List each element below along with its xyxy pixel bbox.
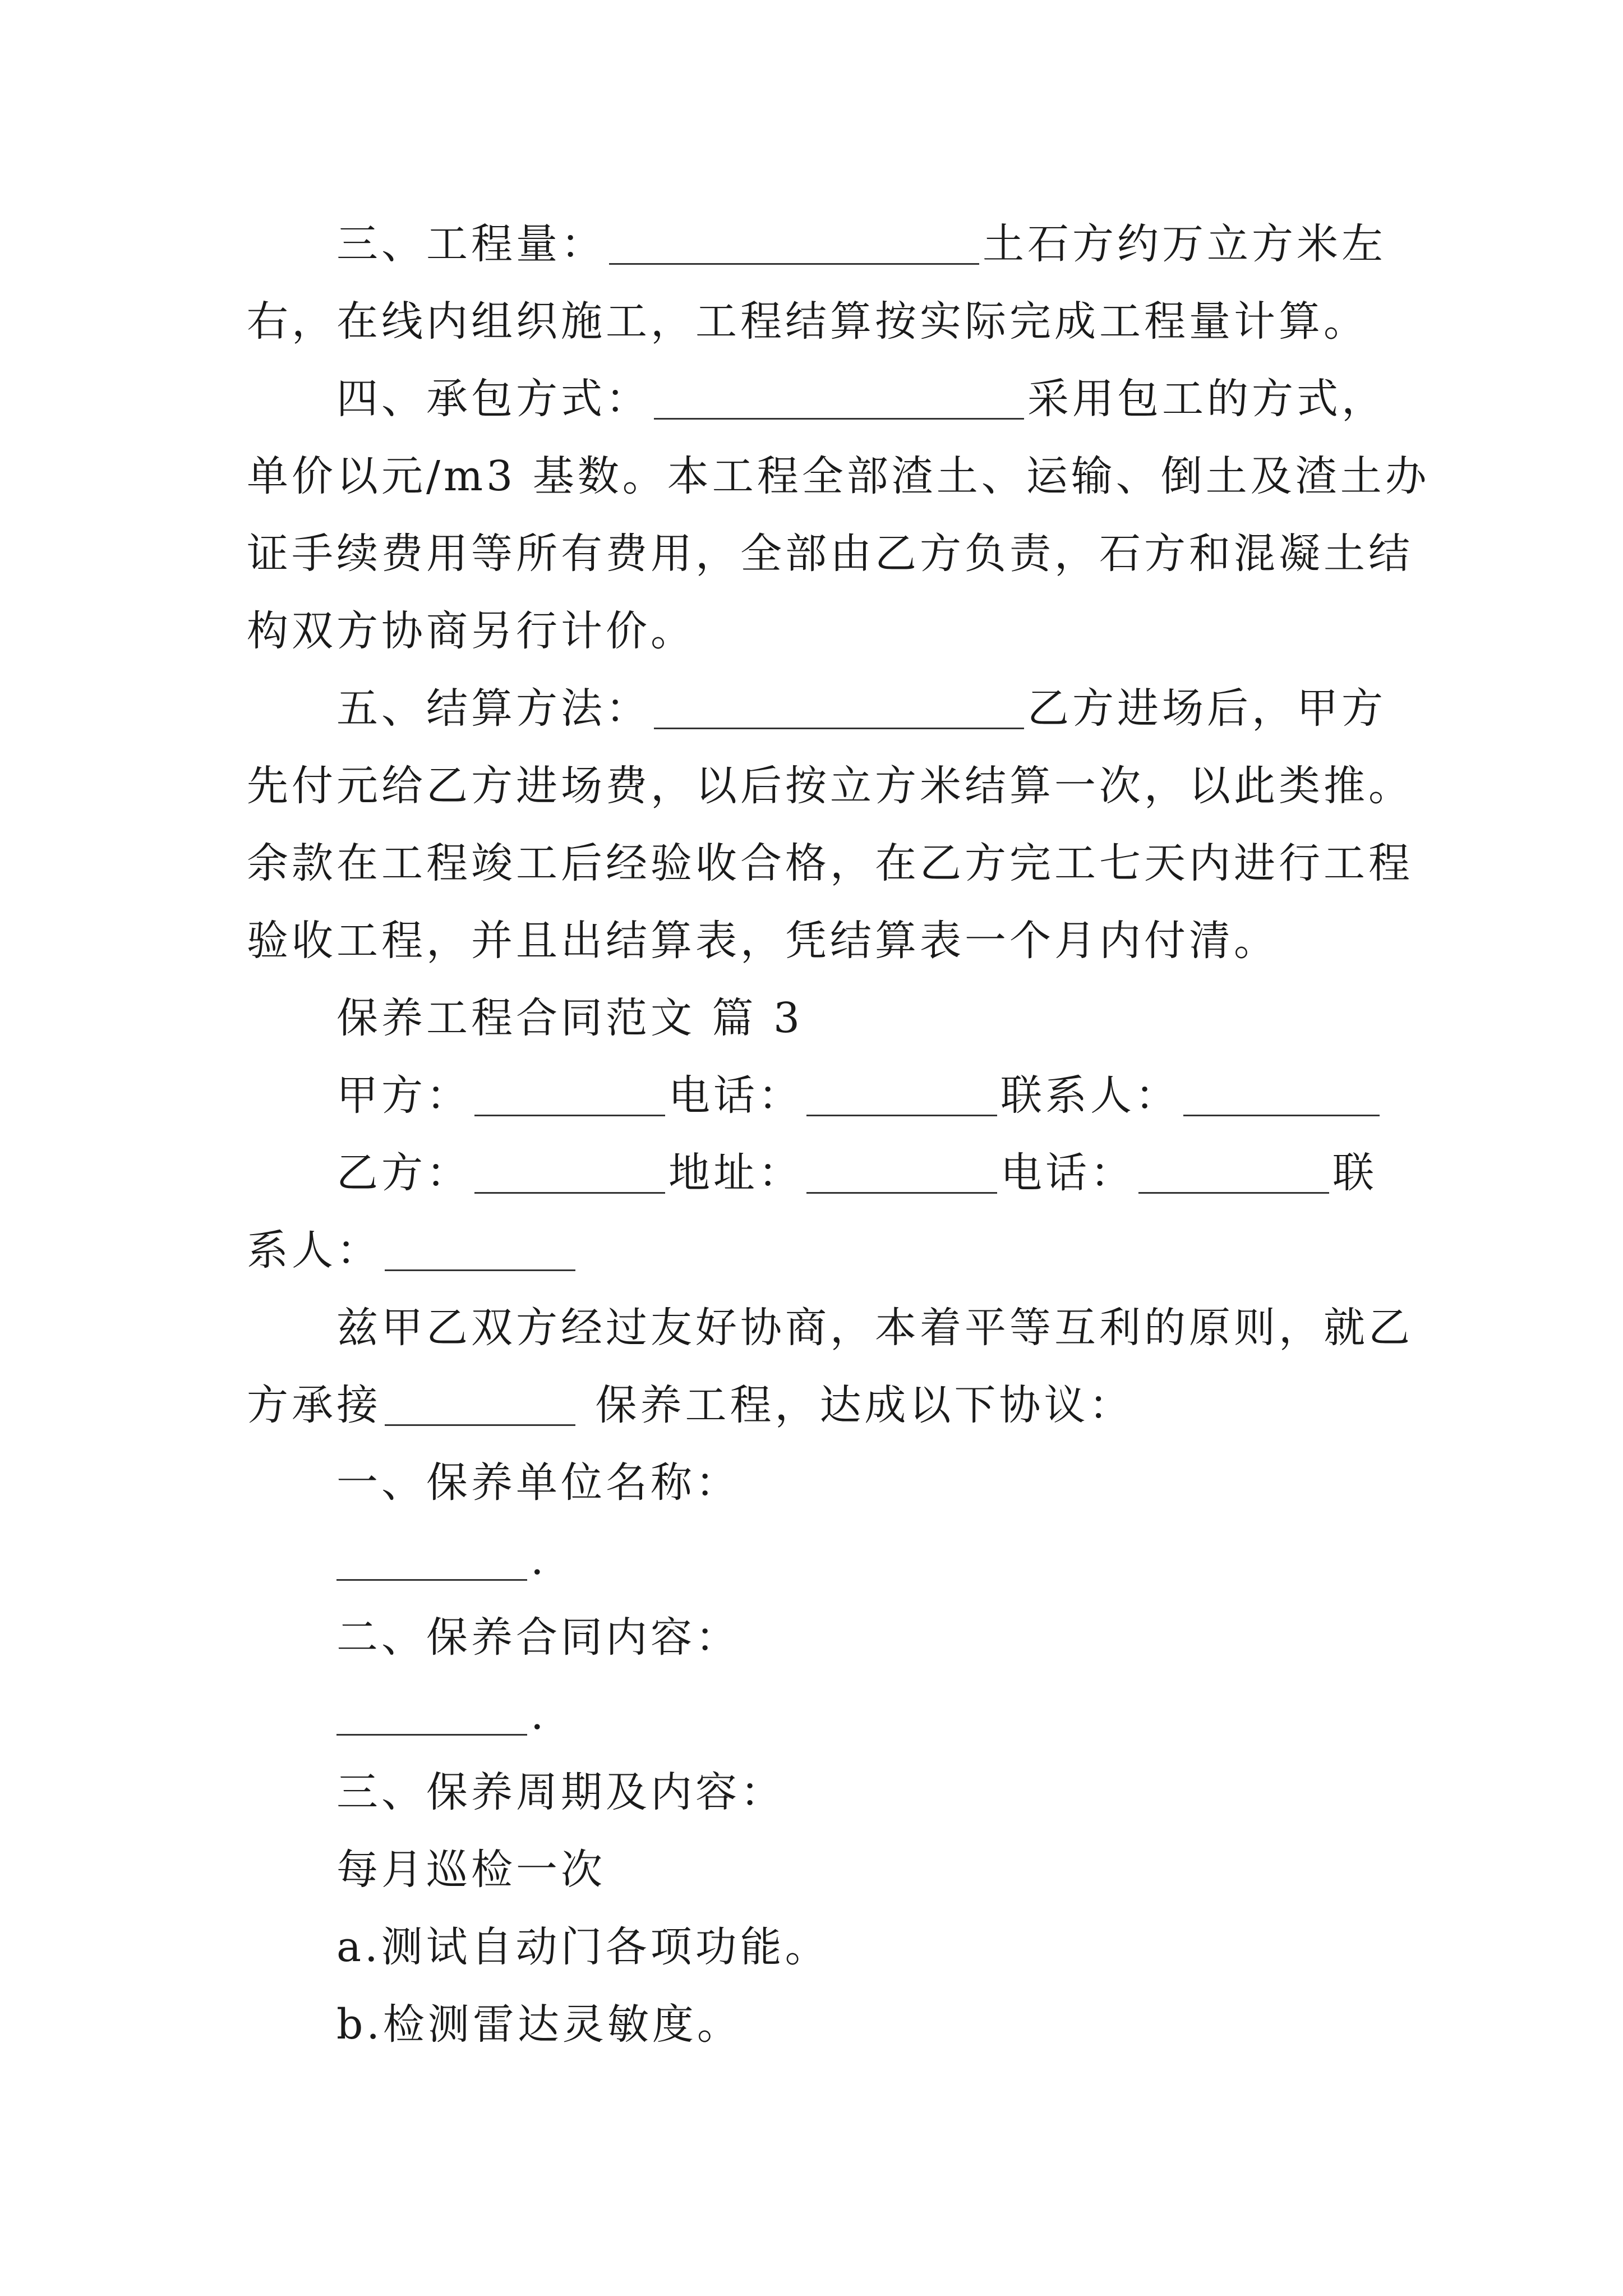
intro-suffix: 保养工程，达成以下协议： (579, 1381, 1134, 1429)
party-b-line-2 (247, 1226, 579, 1274)
period-mark: . (531, 1536, 547, 1584)
party-b-phone-label: 电话： (1000, 1149, 1135, 1197)
party-a-phone-label: 电话： (668, 1071, 803, 1120)
intro-line-1: 兹甲乙双方经过友好协商，本着平等互利的原则，就乙 (336, 1304, 1413, 1352)
fill-in-blank[interactable] (654, 381, 1024, 420)
clause-5-line-1 (336, 684, 1386, 733)
clause-3-suffix: 土石方约万立方米左 (983, 220, 1386, 268)
party-b-line-1 (336, 1149, 1377, 1197)
clause-4-line-3: 证手续费用等所有费用，全部由乙方负责，石方和混凝土结 (247, 530, 1413, 578)
party-b-phone-field[interactable] (1138, 1155, 1329, 1194)
fill-in-blank[interactable] (654, 691, 1024, 729)
party-b-address-label: 地址： (668, 1149, 803, 1197)
clause-4-line-4: 构双方协商另行计价。 (247, 607, 695, 655)
inspection-period: 每月巡检一次 (336, 1846, 606, 1894)
clause-3-line-2: 右，在线内组织施工，工程结算按实际完成工程量计算。 (247, 297, 1368, 346)
item-1-heading: 一、保养单位名称： (336, 1458, 740, 1507)
clause-5-line-2: 先付元给乙方进场费，以后按立方米结算一次，以此类推。 (247, 762, 1413, 810)
clause-5-prefix: 五、结算方法： (336, 684, 651, 733)
party-a-line (336, 1071, 1383, 1120)
fill-in-blank[interactable] (609, 226, 979, 265)
party-b-contact-label-part2: 系人： (247, 1226, 381, 1274)
party-a-label: 甲方： (336, 1071, 471, 1120)
list-item-a: a.测试自动门各项功能。 (336, 1923, 830, 1971)
intro-line-2 (247, 1381, 1134, 1429)
clause-3-line-1 (336, 220, 1386, 268)
party-a-contact-label: 联系人： (1000, 1071, 1180, 1120)
intro-prefix: 方承接 (247, 1381, 381, 1429)
clause-5-line-4: 验收工程，并且出结算表，凭结算表一个月内付清。 (247, 917, 1279, 965)
party-a-phone-field[interactable] (806, 1078, 997, 1116)
clause-4-suffix: 采用包工的方式， (1027, 375, 1386, 423)
party-a-contact-field[interactable] (1183, 1078, 1380, 1116)
party-b-label: 乙方： (336, 1149, 471, 1197)
party-b-contact-label-part1: 联 (1332, 1149, 1377, 1197)
clause-5-suffix: 乙方进场后，甲方 (1027, 684, 1386, 733)
clause-4-line-1 (336, 375, 1386, 423)
article-title: 保养工程合同范文 篇 3 (336, 994, 804, 1042)
period-mark: . (531, 1691, 547, 1739)
item-3-heading: 三、保养周期及内容： (336, 1768, 785, 1816)
project-name-field[interactable] (385, 1387, 575, 1426)
party-b-contact-field[interactable] (385, 1232, 575, 1271)
clause-4-prefix: 四、承包方式： (336, 375, 651, 423)
unit-name-field[interactable] (336, 1542, 527, 1581)
item-2-field-line (336, 1691, 547, 1739)
clause-4-line-2: 单价以元/m3 基数。本工程全部渣土、运输、倒土及渣土办 (247, 452, 1430, 500)
item-1-field-line (336, 1536, 547, 1584)
clause-3-prefix: 三、工程量： (336, 220, 606, 268)
party-b-address-field[interactable] (806, 1155, 997, 1194)
contract-content-field[interactable] (336, 1697, 527, 1736)
clause-5-line-3: 余款在工程竣工后经验收合格，在乙方完工七天内进行工程 (247, 839, 1413, 887)
list-item-b: b.检测雷达灵敏度。 (336, 2000, 742, 2049)
party-a-name-field[interactable] (474, 1078, 665, 1116)
item-2-heading: 二、保养合同内容： (336, 1613, 740, 1662)
party-b-name-field[interactable] (474, 1155, 665, 1194)
